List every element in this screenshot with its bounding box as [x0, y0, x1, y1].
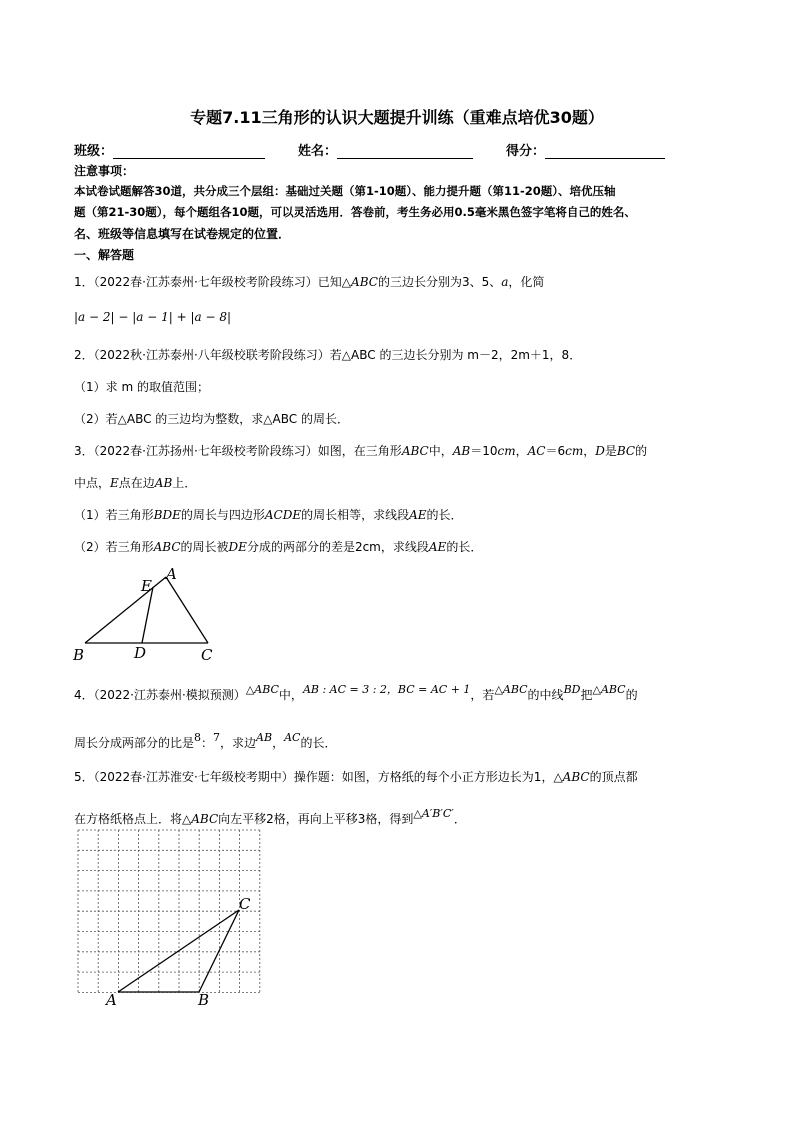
class-label: 班级：	[74, 144, 114, 159]
grid-lines	[78, 830, 260, 992]
q2-part-2: （2）若△ABC 的三边均为整数，求△ABC 的周长．	[74, 412, 349, 426]
score-label: 得分：	[506, 144, 546, 159]
grid-label-c: C	[239, 895, 251, 913]
q2-part-1: （1）求 m 的取值范围；	[74, 380, 209, 394]
class-blank[interactable]	[113, 144, 265, 159]
name-label: 姓名：	[298, 144, 338, 159]
name-blank[interactable]	[337, 144, 473, 159]
label-d: D	[134, 644, 147, 662]
q1-expression: |a − 2| − |a − 1| + |a − 8|	[74, 310, 232, 324]
score-blank[interactable]	[545, 144, 665, 159]
notice-line-2: 题（第21-30题），每个题组各10题，可以灵活选用．答卷前，考生务必用0.5毫米黑色签字笔将自己的姓名、	[74, 205, 636, 219]
label-b: B	[73, 646, 85, 664]
section-heading: 一、解答题	[74, 248, 135, 262]
q4-stem-line-1: 4．（2022·江苏泰州·模拟预测）△ABC中，AB : AC = 3 : 2，BC = AC + 1，若△ABC的中线BD把△ABC的	[74, 683, 638, 702]
q3-stem-line-2: 中点，E点在边AB上．	[74, 476, 197, 490]
q3-part-1: （1）若三角形BDE的周长与四边形ACDE的周长相等，求线段AE的长．	[74, 508, 463, 522]
q3-stem-line-1: 3．（2022春·江苏扬州·七年级校考阶段练习）如图，在三角形ABC中，AB＝10cm，AC＝6cm，D是BC的	[74, 444, 648, 458]
name-field	[298, 140, 473, 159]
grid-label-b: B	[198, 991, 210, 1009]
segment-ba	[85, 577, 166, 643]
q5-stem-line-1: 5．（2022春·江苏淮安·七年级校考期中）操作题：如图，方格纸的每个小正方形边长为1，△ABC的顶点都	[74, 770, 638, 784]
q5-grid-figure	[72, 826, 267, 1014]
notice-line-1: 本试卷试题解答30道，共分成三个层组：基础过关题（第1-10题）、能力提升题（第11-20题）、培优压轴	[74, 184, 616, 198]
q5-stem-line-2: 在方格纸格点上．将△ABC向左平移2格，再向上平移3格，得到△A′B′C′．	[74, 807, 466, 826]
notice-heading: 注意事项：	[74, 164, 135, 178]
notice-line-3: 名、班级等信息填写在试卷规定的位置．	[74, 227, 291, 241]
grid-label-a: A	[106, 991, 117, 1009]
segment-ac	[166, 577, 208, 643]
label-e: E	[141, 577, 152, 595]
page-title: 专题7.11三角形的认识大题提升训练（重难点培优30题）	[190, 108, 604, 127]
q3-triangle-figure	[70, 565, 220, 665]
q1-stem: 1．（2022春·江苏泰州·七年级校考阶段练习）已知△ABC的三边长分别为3、5、a，化简	[74, 275, 545, 289]
q2-stem: 2．（2022秋·江苏泰州·八年级校联考阶段练习）若△ABC 的三边长分别为 m－2，2m＋1，8．	[74, 348, 582, 362]
label-a: A	[166, 565, 177, 583]
q3-part-2: （2）若三角形ABC的周长被DE分成的两部分的差是2cm，求线段AE的长．	[74, 540, 483, 554]
segment-ac	[118, 910, 239, 992]
class-field	[74, 140, 265, 159]
score-field	[506, 140, 665, 159]
label-c: C	[201, 646, 213, 664]
q4-stem-line-2: 周长分成两部分的比是8：7，求边AB，AC的长．	[74, 731, 337, 750]
